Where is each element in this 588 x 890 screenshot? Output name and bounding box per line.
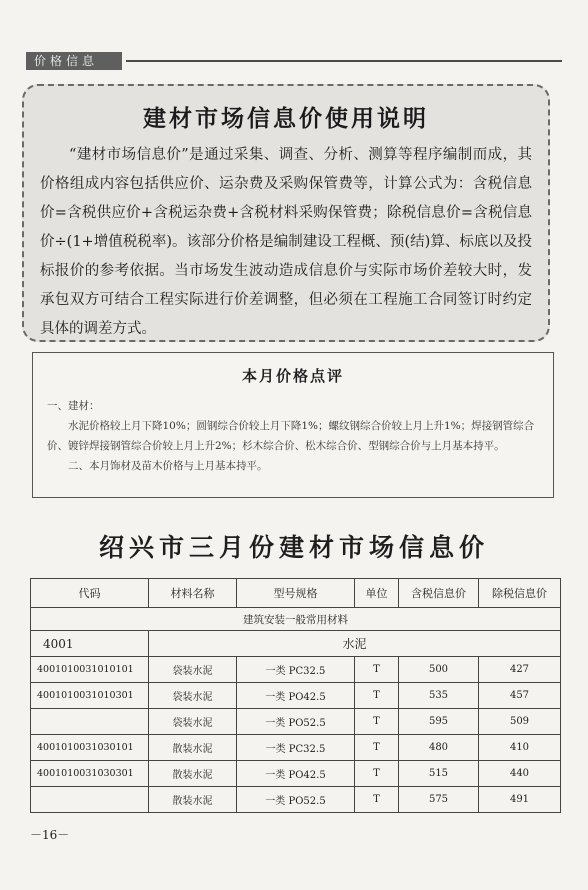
- row-net-price: 410: [479, 735, 561, 761]
- row-tax-price: 575: [399, 787, 479, 813]
- row-net-price: 427: [479, 657, 561, 683]
- row-net-price: 457: [479, 683, 561, 709]
- row-name: 袋装水泥: [149, 657, 237, 683]
- row-spec: 一类 PO52.5: [237, 709, 355, 735]
- row-name: 散装水泥: [149, 735, 237, 761]
- row-code: [31, 709, 149, 735]
- row-code: [31, 787, 149, 813]
- review-item1-body: 水泥价格较上月下降10%；圆钢综合价较上月下降1%；螺纹钢综合价较上月上升1%；焊接钢管综合价、镀锌焊接钢管综合价较上月上升2%；杉木综合价、松木综合价、型钢综合价与上月基本持平。: [47, 420, 535, 452]
- row-unit: T: [355, 735, 399, 761]
- row-code: 4001010031030301: [31, 761, 149, 787]
- notice-title: 建材市场信息价使用说明: [143, 106, 429, 132]
- group-row: [31, 608, 561, 631]
- row-name: 散装水泥: [149, 761, 237, 787]
- table-row: [31, 735, 561, 761]
- table-row: [31, 709, 561, 735]
- row-code: 4001010031010101: [31, 657, 149, 683]
- header-name: 材料名称: [149, 579, 237, 608]
- row-tax-price: 480: [399, 735, 479, 761]
- row-code: 4001010031010301: [31, 683, 149, 709]
- header-code: 代码: [31, 579, 149, 608]
- row-tax-price: 515: [399, 761, 479, 787]
- category-name: 水泥: [149, 631, 561, 657]
- row-unit: T: [355, 761, 399, 787]
- row-name: 袋装水泥: [149, 683, 237, 709]
- review-item1-heading: 一、建材：: [47, 400, 100, 412]
- row-code: 4001010031030101: [31, 735, 149, 761]
- row-net-price: 440: [479, 761, 561, 787]
- price-table: [30, 578, 561, 813]
- review-item2: 二、本月饰材及苗木价格与上月基本持平。: [68, 460, 268, 472]
- usage-notice-box: [22, 84, 550, 342]
- row-spec: 一类 PC32.5: [237, 657, 355, 683]
- group-label: 建筑安装一般常用材料: [31, 608, 561, 631]
- section-tag: 价格信息: [26, 52, 122, 70]
- row-unit: T: [355, 683, 399, 709]
- table-row: [31, 787, 561, 813]
- category-row: [31, 631, 561, 657]
- notice-body: “建材市场信息价”是通过采集、调查、分析、测算等程序编制而成，其价格组成内容包括供应价、运杂费及采购保管费等，计算公式为：含税信息价=含税供应价+含税运杂费+含税材料采购保管费；除税信息价=含税信息价÷(1+增值税税率)。该部分价格是编制建设工程概、预(结)算、标底以及投标报价的参考依据。当市场发生波动造成信息价与实际市场价差较大时，发承包双方可结合工程实际进行价差调整，但必须在工程施工合同签订时约定具体的调差方式。: [40, 147, 532, 337]
- main-title: 绍兴市三月份建材市场信息价: [98, 533, 489, 562]
- row-spec: 一类 PO42.5: [237, 761, 355, 787]
- row-net-price: 509: [479, 709, 561, 735]
- row-unit: T: [355, 709, 399, 735]
- category-code: 4001: [31, 631, 149, 657]
- review-title: 本月价格点评: [241, 367, 344, 385]
- table-row: [31, 683, 561, 709]
- row-spec: 一类 PO52.5: [237, 787, 355, 813]
- row-tax-price: 535: [399, 683, 479, 709]
- section-header: [26, 52, 562, 70]
- row-net-price: 491: [479, 787, 561, 813]
- row-tax-price: 595: [399, 709, 479, 735]
- table-row: [31, 657, 561, 683]
- page-number: －16－: [30, 828, 70, 842]
- header-net-price: 除税信息价: [479, 579, 561, 608]
- table-header-row: [31, 579, 561, 608]
- row-spec: 一类 PC32.5: [237, 735, 355, 761]
- header-spec: 型号规格: [237, 579, 355, 608]
- row-tax-price: 500: [399, 657, 479, 683]
- row-unit: T: [355, 787, 399, 813]
- row-name: 袋装水泥: [149, 709, 237, 735]
- row-unit: T: [355, 657, 399, 683]
- header-tax-price: 含税信息价: [399, 579, 479, 608]
- table-row: [31, 761, 561, 787]
- monthly-review-box: [32, 352, 554, 498]
- header-unit: 单位: [355, 579, 399, 608]
- row-spec: 一类 PO42.5: [237, 683, 355, 709]
- header-rule: [126, 60, 562, 62]
- row-name: 散装水泥: [149, 787, 237, 813]
